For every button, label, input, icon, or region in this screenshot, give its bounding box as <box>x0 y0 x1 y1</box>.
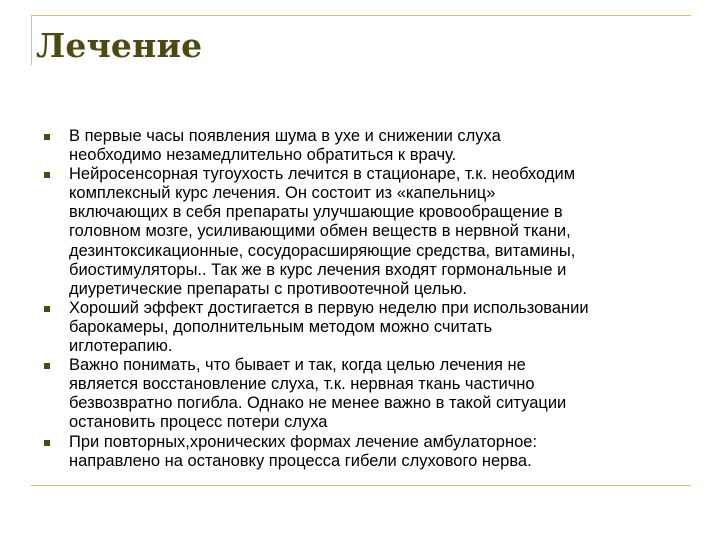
title-frame-vertical-line <box>31 15 32 65</box>
slide-title: Лечение <box>36 26 203 65</box>
list-item <box>44 299 684 356</box>
bullet-text: Важно понимать, что бывает и так, когда целью лечения не является восстановление слуха, т.к. нервная ткань частично безвозвратно погибла. Однако не менее важно в такой ситуации остановить процесс потери слуха <box>69 356 567 432</box>
list-item <box>44 127 684 165</box>
list-item <box>44 356 684 432</box>
bullet-text: Нейросенсорная тугоухость лечится в стационаре, т.к. необходим комплексный курс лечения. Он состоит из «капельниц» включающих в себя препараты улучшающие кровообращение в головном мозге, усиливающими обмен веществ в нервной ткани, дезинтоксикационные, сосудорасширяющие средства, витамины, биостимуляторы.. Так же в курс лечения входят гормональные и диуретические препараты с противоотечной целью. <box>69 165 576 298</box>
bullet-list <box>44 127 684 471</box>
square-bullet-icon <box>44 306 50 312</box>
bullet-text: Хороший эффект достигается в первую неделю при использовании барокамеры, дополнительным методом можно считать иглотерапию. <box>69 298 589 356</box>
list-item <box>44 433 684 471</box>
square-bullet-icon <box>44 363 50 369</box>
square-bullet-icon <box>44 134 50 140</box>
bullet-text: При повторных,хронических формах лечение амбулаторное: направлено на остановку процесса гибели слухового нерва. <box>69 432 538 470</box>
list-item <box>44 165 684 299</box>
square-bullet-icon <box>44 172 50 178</box>
bullet-text: В первые часы появления шума в ухе и снижении слуха необходимо незамедлительно обратиться к врачу. <box>69 127 501 165</box>
bottom-rule <box>31 485 691 486</box>
square-bullet-icon <box>44 440 50 446</box>
title-frame-top-line <box>31 15 691 16</box>
